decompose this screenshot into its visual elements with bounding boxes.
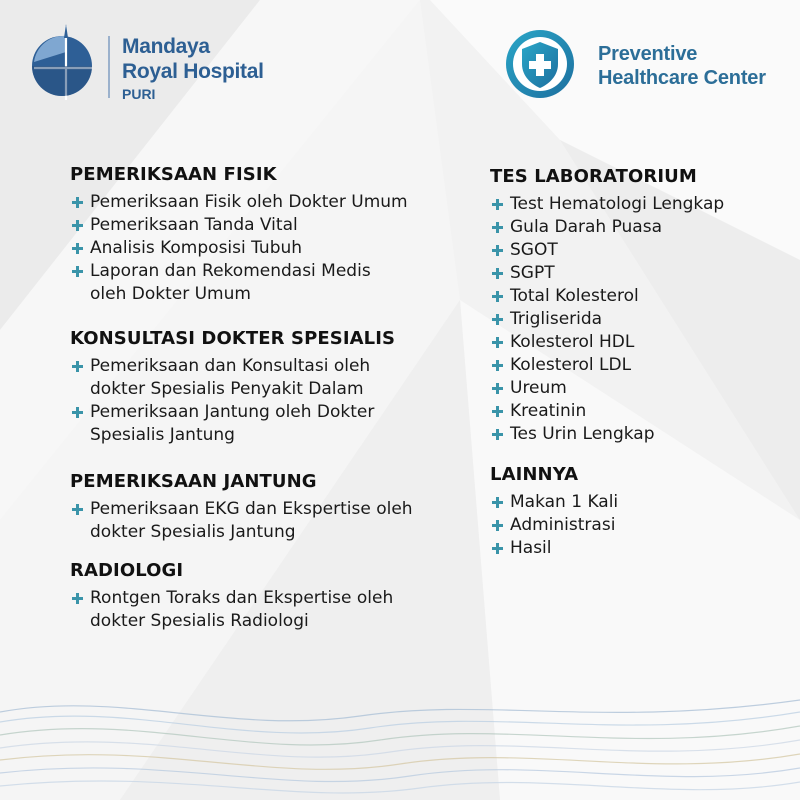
list-item-text: Test Hematologi Lengkap xyxy=(510,194,725,214)
list-item-text: Pemeriksaan EKG dan Ekspertise oleh xyxy=(90,499,413,519)
center-name xyxy=(598,42,766,90)
plus-bullet-icon xyxy=(492,268,503,279)
list-item-text: Hasil xyxy=(510,538,552,558)
list-item xyxy=(490,262,790,285)
list-item xyxy=(490,377,790,400)
phc-logo xyxy=(504,28,794,100)
list-item xyxy=(490,491,790,514)
list-item xyxy=(490,193,790,216)
list-item-text: Kolesterol LDL xyxy=(510,355,632,375)
plus-bullet-icon xyxy=(72,243,83,254)
item-list xyxy=(490,193,790,446)
hospital-name-line2: Royal Hospital xyxy=(122,60,264,83)
section xyxy=(70,164,470,306)
list-item-text: oleh Dokter Umum xyxy=(90,284,251,304)
plus-bullet-icon xyxy=(72,593,83,604)
section-title: TES LABORATORIUM xyxy=(490,166,697,187)
list-item-text: Rontgen Toraks dan Ekspertise oleh xyxy=(90,588,394,608)
plus-bullet-icon xyxy=(492,497,503,508)
hospital-name-line1: Mandaya xyxy=(122,35,210,58)
list-item-text: Pemeriksaan Tanda Vital xyxy=(90,215,298,235)
plus-bullet-icon xyxy=(492,406,503,417)
logo-divider xyxy=(108,36,110,98)
list-item xyxy=(490,354,790,377)
list-item xyxy=(490,331,790,354)
plus-bullet-icon xyxy=(492,360,503,371)
section xyxy=(70,560,470,633)
list-item-text: dokter Spesialis Jantung xyxy=(90,522,296,542)
plus-bullet-icon xyxy=(492,383,503,394)
item-list xyxy=(70,355,470,447)
plus-bullet-icon xyxy=(72,266,83,277)
list-item xyxy=(490,285,790,308)
item-list xyxy=(70,498,470,544)
list-item-text: Spesialis Jantung xyxy=(90,425,235,445)
section-title: RADIOLOGI xyxy=(70,560,184,581)
mandaya-logo xyxy=(26,22,286,102)
list-item xyxy=(490,239,790,262)
hospital-branch: PURI xyxy=(122,86,156,102)
right-column xyxy=(490,166,790,560)
list-item-text: Pemeriksaan Jantung oleh Dokter xyxy=(90,402,375,422)
list-item-text: Analisis Komposisi Tubuh xyxy=(90,238,303,258)
plus-bullet-icon xyxy=(492,199,503,210)
list-item xyxy=(70,401,470,447)
plus-bullet-icon xyxy=(492,337,503,348)
section-title: LAINNYA xyxy=(490,464,579,485)
list-item-text: SGOT xyxy=(510,240,558,260)
plus-bullet-icon xyxy=(492,222,503,233)
mandaya-globe-cross-icon xyxy=(26,22,96,100)
list-item xyxy=(490,216,790,239)
list-item-text: Ureum xyxy=(510,378,567,398)
plus-bullet-icon xyxy=(492,245,503,256)
list-item xyxy=(70,355,470,401)
center-name-line1: Preventive xyxy=(598,43,698,65)
list-item xyxy=(70,260,470,306)
list-item-text: Makan 1 Kali xyxy=(510,492,619,512)
list-item xyxy=(490,400,790,423)
list-item xyxy=(490,308,790,331)
plus-bullet-icon xyxy=(492,520,503,531)
section xyxy=(70,328,470,447)
list-item xyxy=(70,498,470,544)
list-item xyxy=(70,191,470,214)
list-item-text: Kolesterol HDL xyxy=(510,332,635,352)
list-item-text: Trigliserida xyxy=(510,309,603,329)
list-item xyxy=(490,514,790,537)
list-item xyxy=(490,537,790,560)
center-name-line2: Healthcare Center xyxy=(598,67,766,89)
list-item xyxy=(70,237,470,260)
hospital-name xyxy=(122,34,264,103)
plus-bullet-icon xyxy=(72,407,83,418)
plus-bullet-icon xyxy=(72,220,83,231)
plus-bullet-icon xyxy=(72,504,83,515)
left-column xyxy=(70,164,470,633)
list-item-text: Total Kolesterol xyxy=(510,286,639,306)
section-title: PEMERIKSAAN FISIK xyxy=(70,164,277,185)
item-list xyxy=(70,587,470,633)
list-item-text: dokter Spesialis Penyakit Dalam xyxy=(90,379,364,399)
section-title: KONSULTASI DOKTER SPESIALIS xyxy=(70,328,396,349)
list-item-text: Gula Darah Puasa xyxy=(510,217,663,237)
plus-bullet-icon xyxy=(72,361,83,372)
item-list xyxy=(490,491,790,560)
list-item-text: Pemeriksaan dan Konsultasi oleh xyxy=(90,356,371,376)
section xyxy=(490,464,790,560)
list-item-text: Laporan dan Rekomendasi Medis xyxy=(90,261,371,281)
list-item xyxy=(70,587,470,633)
list-item xyxy=(490,423,790,446)
section xyxy=(70,471,470,544)
shield-plus-icon xyxy=(504,28,576,100)
section xyxy=(490,166,790,446)
list-item-text: SGPT xyxy=(510,263,555,283)
plus-bullet-icon xyxy=(72,197,83,208)
list-item-text: dokter Spesialis Radiologi xyxy=(90,611,309,631)
list-item xyxy=(70,214,470,237)
plus-bullet-icon xyxy=(492,429,503,440)
plus-bullet-icon xyxy=(492,291,503,302)
plus-bullet-icon xyxy=(492,543,503,554)
section-title: PEMERIKSAAN JANTUNG xyxy=(70,471,317,492)
list-item-text: Tes Urin Lengkap xyxy=(510,424,655,444)
item-list xyxy=(70,191,470,306)
list-item-text: Pemeriksaan Fisik oleh Dokter Umum xyxy=(90,192,408,212)
plus-bullet-icon xyxy=(492,314,503,325)
list-item-text: Kreatinin xyxy=(510,401,587,421)
list-item-text: Administrasi xyxy=(510,515,616,535)
